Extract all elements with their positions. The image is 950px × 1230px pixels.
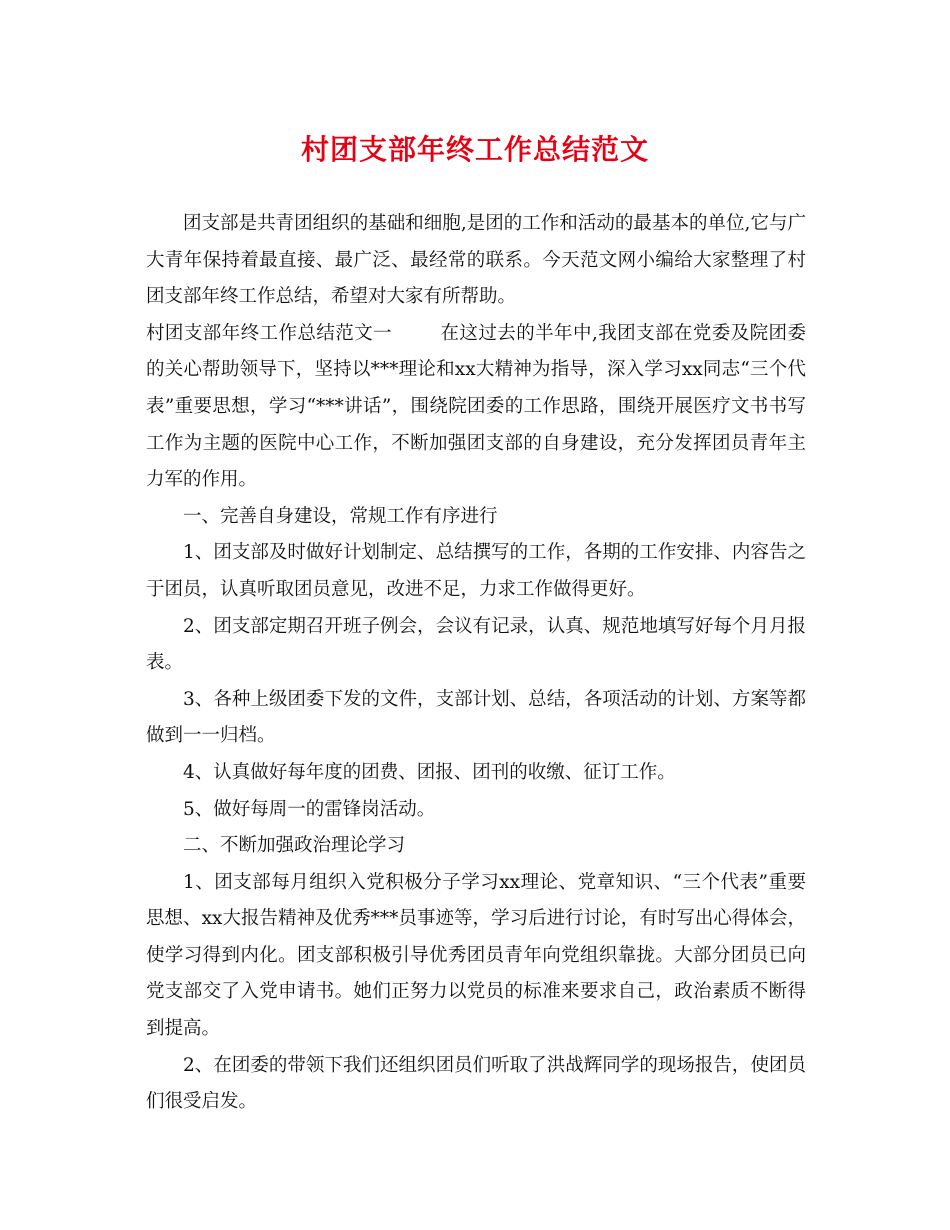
item-1-5: 5、做好每周一的雷锋岗活动。 — [183, 798, 436, 820]
intro-paragraph: 团支部是共青团组织的基础和细胞,是团的工作和活动的最基本的单位,它与广大青年保持着最直接、最广泛、最经常的联系。今天范文网小编给大家整理了村团支部年终工作总结，希望对大家有所帮助。 — [146, 213, 806, 308]
item-2-1: 1、团支部每月组织入党积极分子学习xx理论、党章知识、“三个代表”重要思想、xx大报告精神及优秀***员事迹等，学习后进行讨论，有时写出心得体会，使学习得到内化。团支部积极引导优秀团员青年向党组织靠拢。大部分团员已向党支部交了入党申请书。她们正努力以党员的标准来要求自己，政治素质不断得到提高。 — [146, 871, 806, 1040]
document-title: 村团支部年终工作总结范文 — [300, 133, 649, 166]
heading-1: 一、完善自身建设，常规工作有序进行 — [183, 505, 498, 527]
section1-label: 村团支部年终工作总结范文一 — [146, 322, 393, 344]
item-1-2: 2、团支部定期召开班子例会，会议有记录，认真、规范地填写好每个月月报表。 — [146, 615, 806, 674]
section1-text: 在这过去的半年中,我团支部在党委及院团委的关心帮助领导下，坚持以***理论和xx大精神为指导，深入学习xx同志“三个代表”重要思想，学习“***讲话”，围绕院团委的工作思路，围绕开展医疗文书书写工作为主题的医院中心工作，不断加强团支部的自身建设，充分发挥团员青年主力军的作用。 — [146, 322, 806, 491]
document-body — [146, 206, 806, 1121]
item-1-1: 1、团支部及时做好计划制定、总结撰写的工作，各期的工作安排、内容告之于团员，认真听取团员意见，改进不足，力求工作做得更好。 — [146, 542, 806, 600]
item-1-3: 3、各种上级团委下发的文件，支部计划、总结，各项活动的计划、方案等都做到一一归档。 — [146, 688, 806, 747]
heading-2: 二、不断加强政治理论学习 — [183, 835, 406, 857]
section1-paragraph — [146, 316, 806, 499]
item-1-4: 4、认真做好每年度的团费、团报、团刊的收缴、征订工作。 — [183, 761, 676, 783]
item-2-2: 2、在团委的带领下我们还组织团员们听取了洪战辉同学的现场报告，使团员们很受启发。 — [146, 1054, 806, 1113]
